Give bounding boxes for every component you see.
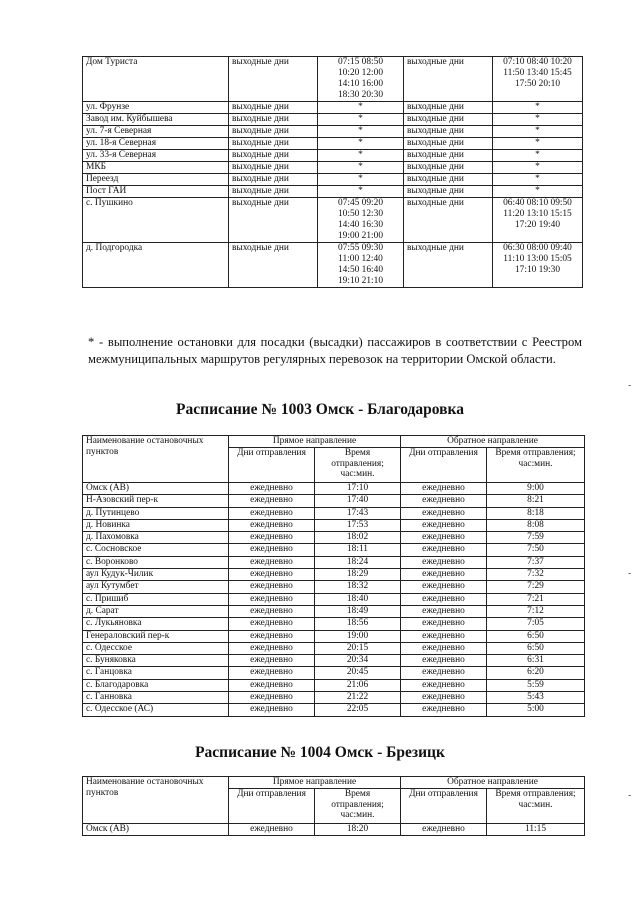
days-reverse: ежедневно xyxy=(401,692,487,704)
table-row xyxy=(83,186,583,198)
time-reverse: 7:12 xyxy=(487,605,585,617)
time-forward: 18:56 xyxy=(315,618,401,630)
time-reverse: 6:50 xyxy=(487,642,585,654)
times-reverse xyxy=(493,138,583,150)
time-reverse: 8:08 xyxy=(487,519,585,531)
stop-name: с. Одесское xyxy=(83,642,229,654)
table-row xyxy=(83,544,585,556)
days-forward: ежедневно xyxy=(229,556,315,568)
days-forward: выходные дни xyxy=(229,138,318,150)
days-forward: ежедневно xyxy=(229,519,315,531)
days-forward: ежедневно xyxy=(229,544,315,556)
time-forward: 17:53 xyxy=(315,519,401,531)
time-reverse: 9:00 xyxy=(487,483,585,495)
time-line: 10:20 12:00 xyxy=(337,68,384,78)
time-forward: 18:24 xyxy=(315,556,401,568)
stop-name: Переезд xyxy=(83,174,229,186)
days-forward: ежедневно xyxy=(229,692,315,704)
time-line: * xyxy=(358,186,363,196)
time-line: * xyxy=(535,186,540,196)
table-row xyxy=(83,532,585,544)
times-forward xyxy=(318,174,404,186)
days-reverse: ежедневно xyxy=(401,630,487,642)
time-forward: 17:43 xyxy=(315,507,401,519)
table-row xyxy=(83,618,585,630)
time-forward: 18:40 xyxy=(315,593,401,605)
days-forward: ежедневно xyxy=(229,642,315,654)
stop-name: ул. Фрунзе xyxy=(83,102,229,114)
header-forward: Прямое направление xyxy=(229,777,401,789)
schedule-table-1003 xyxy=(82,435,585,717)
time-line: 07:55 09:30 xyxy=(337,243,384,253)
header-reverse: Обратное направление xyxy=(401,777,585,789)
days-forward: ежедневно xyxy=(229,679,315,691)
time-line: * xyxy=(358,150,363,160)
days-forward: выходные дни xyxy=(229,126,318,138)
stop-name: д. Новинка xyxy=(83,519,229,531)
table-row xyxy=(83,605,585,617)
table-row xyxy=(83,198,583,243)
days-reverse: выходные дни xyxy=(404,198,493,243)
stop-name: с. Пушкино xyxy=(83,198,229,243)
times-reverse xyxy=(493,243,583,288)
footnote: * - выполнение остановки для посадки (высадки) пассажиров в соответствии с Реестром межмуниципальных маршрутов регулярных перевозок на территории Омской области. xyxy=(88,335,582,366)
days-reverse: выходные дни xyxy=(404,174,493,186)
time-forward: 20:15 xyxy=(315,642,401,654)
time-line: 19:10 21:10 xyxy=(337,276,384,286)
days-reverse: ежедневно xyxy=(401,532,487,544)
time-line: 11:00 12:40 xyxy=(338,254,383,264)
stop-name: Дом Туриста xyxy=(83,57,229,102)
days-reverse: ежедневно xyxy=(401,556,487,568)
header-time-forward: Время отправления; час:мин. xyxy=(315,448,401,483)
days-reverse: ежедневно xyxy=(401,618,487,630)
table-row xyxy=(83,556,585,568)
stop-name: с. Воронково xyxy=(83,556,229,568)
header-days-reverse: Дни отправления xyxy=(401,789,487,824)
days-forward: ежедневно xyxy=(229,483,315,495)
header-stop: Наименование остановочных пунктов xyxy=(83,436,229,483)
time-forward: 22:05 xyxy=(315,704,401,716)
times-forward xyxy=(318,243,404,288)
stop-name: аул Кутумбет xyxy=(83,581,229,593)
days-forward: ежедневно xyxy=(229,704,315,716)
stop-name: ул. 18-я Северная xyxy=(83,138,229,150)
times-reverse xyxy=(493,126,583,138)
days-forward: ежедневно xyxy=(229,569,315,581)
times-reverse xyxy=(493,198,583,243)
time-line: 18:30 20:30 xyxy=(337,90,384,100)
stop-name: с. Буняковка xyxy=(83,655,229,667)
table-row xyxy=(83,569,585,581)
time-forward: 20:45 xyxy=(315,667,401,679)
time-line: * xyxy=(535,162,540,172)
schedule-table-1004 xyxy=(82,776,585,836)
days-reverse: ежедневно xyxy=(401,704,487,716)
table-row xyxy=(83,704,585,716)
days-reverse: ежедневно xyxy=(401,483,487,495)
time-forward: 18:29 xyxy=(315,569,401,581)
table-row xyxy=(83,824,585,836)
time-line: 07:10 08:40 10:20 xyxy=(503,57,572,67)
header-time-forward: Время отправления; час:мин. xyxy=(315,789,401,824)
stop-name: д. Путинцево xyxy=(83,507,229,519)
stop-name: Генераловский пер-к xyxy=(83,630,229,642)
days-reverse: ежедневно xyxy=(401,679,487,691)
days-reverse: ежедневно xyxy=(401,581,487,593)
time-reverse: 7:32 xyxy=(487,569,585,581)
days-reverse: ежедневно xyxy=(401,824,487,836)
times-reverse xyxy=(493,102,583,114)
time-reverse: 11:15 xyxy=(487,824,585,836)
time-line: 14:50 16:40 xyxy=(337,265,384,275)
header-forward: Прямое направление xyxy=(229,436,401,448)
time-line: 17:20 19:40 xyxy=(514,220,561,230)
days-reverse: ежедневно xyxy=(401,507,487,519)
days-reverse: ежедневно xyxy=(401,593,487,605)
header-days-reverse: Дни отправления xyxy=(401,448,487,483)
stop-name: с. Одесское (АС) xyxy=(83,704,229,716)
table-row xyxy=(83,519,585,531)
table-row xyxy=(83,679,585,691)
times-forward xyxy=(318,162,404,174)
time-line: 11:50 13:40 15:45 xyxy=(503,68,572,78)
days-reverse: ежедневно xyxy=(401,544,487,556)
days-reverse: выходные дни xyxy=(404,162,493,174)
days-forward: ежедневно xyxy=(229,630,315,642)
time-line: 17:10 19:30 xyxy=(514,265,561,275)
time-reverse: 7:29 xyxy=(487,581,585,593)
margin-mark: - xyxy=(628,380,632,391)
days-reverse: выходные дни xyxy=(404,243,493,288)
time-line: 19:00 21:00 xyxy=(337,231,384,241)
time-line: * xyxy=(358,162,363,172)
time-line: 14:40 16:30 xyxy=(337,220,384,230)
times-reverse xyxy=(493,114,583,126)
days-forward: выходные дни xyxy=(229,174,318,186)
stop-name: Омск (АВ) xyxy=(83,483,229,495)
stop-name: с. Сосновское xyxy=(83,544,229,556)
time-forward: 21:06 xyxy=(315,679,401,691)
stop-name: д. Подгородка xyxy=(83,243,229,288)
stop-name: с. Лукьяновка xyxy=(83,618,229,630)
table-row xyxy=(83,630,585,642)
table-row xyxy=(83,692,585,704)
table-row xyxy=(83,243,583,288)
time-forward: 18:32 xyxy=(315,581,401,593)
stop-name: МКБ xyxy=(83,162,229,174)
times-forward xyxy=(318,138,404,150)
margin-mark: - xyxy=(628,790,632,801)
header-time-reverse: Время отправления; час:мин. xyxy=(487,448,585,483)
days-forward: ежедневно xyxy=(229,593,315,605)
days-forward: ежедневно xyxy=(229,605,315,617)
time-line: 17:50 20:10 xyxy=(514,79,561,89)
stop-name: аул Кудук-Чилик xyxy=(83,569,229,581)
stop-name: Пост ГАИ xyxy=(83,186,229,198)
header-row xyxy=(83,436,585,448)
table-row xyxy=(83,126,583,138)
time-line: * xyxy=(535,174,540,184)
time-forward: 18:49 xyxy=(315,605,401,617)
time-forward: 18:02 xyxy=(315,532,401,544)
days-forward: ежедневно xyxy=(229,581,315,593)
time-reverse: 7:05 xyxy=(487,618,585,630)
stop-name: с. Пришиб xyxy=(83,593,229,605)
stop-name: Омск (АВ) xyxy=(83,824,229,836)
times-reverse xyxy=(493,150,583,162)
time-reverse: 7:37 xyxy=(487,556,585,568)
days-forward: выходные дни xyxy=(229,57,318,102)
table-row xyxy=(83,667,585,679)
days-reverse: выходные дни xyxy=(404,150,493,162)
header-stop: Наименование остановочных пунктов xyxy=(83,777,229,824)
time-line: 06:40 08:10 09:50 xyxy=(503,198,572,208)
time-reverse: 5:00 xyxy=(487,704,585,716)
time-forward: 18:20 xyxy=(315,824,401,836)
time-line: 07:15 08:50 xyxy=(337,57,384,67)
days-forward: выходные дни xyxy=(229,102,318,114)
time-line: * xyxy=(358,126,363,136)
table-row xyxy=(83,162,583,174)
times-forward xyxy=(318,198,404,243)
days-reverse: выходные дни xyxy=(404,186,493,198)
days-forward: выходные дни xyxy=(229,186,318,198)
table-row xyxy=(83,174,583,186)
time-forward: 18:11 xyxy=(315,544,401,556)
time-line: 14:10 16:00 xyxy=(337,79,384,89)
time-line: 07:45 09:20 xyxy=(337,198,384,208)
stop-name: с. Ганцовка xyxy=(83,667,229,679)
time-line: * xyxy=(358,102,363,112)
days-forward: выходные дни xyxy=(229,198,318,243)
times-forward xyxy=(318,57,404,102)
header-reverse: Обратное направление xyxy=(401,436,585,448)
days-forward: ежедневно xyxy=(229,618,315,630)
time-line: * xyxy=(358,138,363,148)
stop-name: Н-Азовский пер-к xyxy=(83,495,229,507)
header-row xyxy=(83,777,585,789)
route-1003-title: Расписание № 1003 Омск - Благодаровка xyxy=(176,401,464,418)
days-reverse: выходные дни xyxy=(404,138,493,150)
stop-name: Завод им. Куйбышева xyxy=(83,114,229,126)
table-row xyxy=(83,138,583,150)
stop-name: ул. 7-я Северная xyxy=(83,126,229,138)
time-line: * xyxy=(535,126,540,136)
times-forward xyxy=(318,114,404,126)
times-reverse xyxy=(493,186,583,198)
time-reverse: 5:43 xyxy=(487,692,585,704)
table-row xyxy=(83,495,585,507)
days-reverse: выходные дни xyxy=(404,126,493,138)
times-reverse xyxy=(493,162,583,174)
time-reverse: 6:20 xyxy=(487,667,585,679)
header-days-forward: Дни отправления xyxy=(229,448,315,483)
time-line: * xyxy=(535,102,540,112)
stop-name: д. Сарат xyxy=(83,605,229,617)
time-reverse: 7:59 xyxy=(487,532,585,544)
time-reverse: 6:50 xyxy=(487,630,585,642)
time-line: 10:50 12:30 xyxy=(337,209,384,219)
days-forward: ежедневно xyxy=(229,824,315,836)
table-row xyxy=(83,593,585,605)
table-row xyxy=(83,102,583,114)
times-reverse xyxy=(493,174,583,186)
days-reverse: ежедневно xyxy=(401,605,487,617)
days-forward: выходные дни xyxy=(229,114,318,126)
times-forward xyxy=(318,102,404,114)
header-time-reverse: Время отправления; час:мин. xyxy=(487,789,585,824)
table-row xyxy=(83,581,585,593)
stop-name: с. Благодаровка xyxy=(83,679,229,691)
days-forward: выходные дни xyxy=(229,150,318,162)
days-reverse: ежедневно xyxy=(401,655,487,667)
times-forward xyxy=(318,186,404,198)
time-reverse: 7:21 xyxy=(487,593,585,605)
times-forward xyxy=(318,150,404,162)
time-reverse: 8:18 xyxy=(487,507,585,519)
stop-name: с. Ганновка xyxy=(83,692,229,704)
days-reverse: ежедневно xyxy=(401,519,487,531)
days-reverse: ежедневно xyxy=(401,495,487,507)
days-forward: ежедневно xyxy=(229,532,315,544)
table-row xyxy=(83,150,583,162)
table-row xyxy=(83,655,585,667)
time-line: * xyxy=(358,174,363,184)
stop-name: ул. 33-я Северная xyxy=(83,150,229,162)
time-reverse: 5:59 xyxy=(487,679,585,691)
table-row xyxy=(83,114,583,126)
table-row xyxy=(83,642,585,654)
days-forward: ежедневно xyxy=(229,655,315,667)
days-reverse: выходные дни xyxy=(404,57,493,102)
time-line: * xyxy=(535,114,540,124)
time-line: 11:20 13:10 15:15 xyxy=(503,209,572,219)
stop-name: д. Пахомовка xyxy=(83,532,229,544)
days-forward: ежедневно xyxy=(229,667,315,679)
route-1004-title: Расписание № 1004 Омск - Брезицк xyxy=(195,744,445,761)
days-forward: ежедневно xyxy=(229,507,315,519)
time-line: * xyxy=(358,114,363,124)
margin-mark: - xyxy=(628,568,632,579)
times-forward xyxy=(318,126,404,138)
times-reverse xyxy=(493,57,583,102)
days-reverse: выходные дни xyxy=(404,114,493,126)
time-forward: 17:10 xyxy=(315,483,401,495)
time-line: * xyxy=(535,150,540,160)
schedule-table-continued xyxy=(82,56,583,288)
header-days-forward: Дни отправления xyxy=(229,789,315,824)
days-forward: ежедневно xyxy=(229,495,315,507)
table-row xyxy=(83,483,585,495)
days-reverse: ежедневно xyxy=(401,569,487,581)
days-reverse: выходные дни xyxy=(404,102,493,114)
table-row xyxy=(83,57,583,102)
days-reverse: ежедневно xyxy=(401,667,487,679)
time-reverse: 8:21 xyxy=(487,495,585,507)
time-line: 06:30 08:00 09:40 xyxy=(503,243,572,253)
time-reverse: 7:50 xyxy=(487,544,585,556)
time-line: 11:10 13:00 15:05 xyxy=(503,254,572,264)
days-reverse: ежедневно xyxy=(401,642,487,654)
time-forward: 17:40 xyxy=(315,495,401,507)
time-line: * xyxy=(535,138,540,148)
time-forward: 20:34 xyxy=(315,655,401,667)
time-reverse: 6:31 xyxy=(487,655,585,667)
days-forward: выходные дни xyxy=(229,162,318,174)
days-forward: выходные дни xyxy=(229,243,318,288)
table-row xyxy=(83,507,585,519)
time-forward: 19:00 xyxy=(315,630,401,642)
time-forward: 21:22 xyxy=(315,692,401,704)
